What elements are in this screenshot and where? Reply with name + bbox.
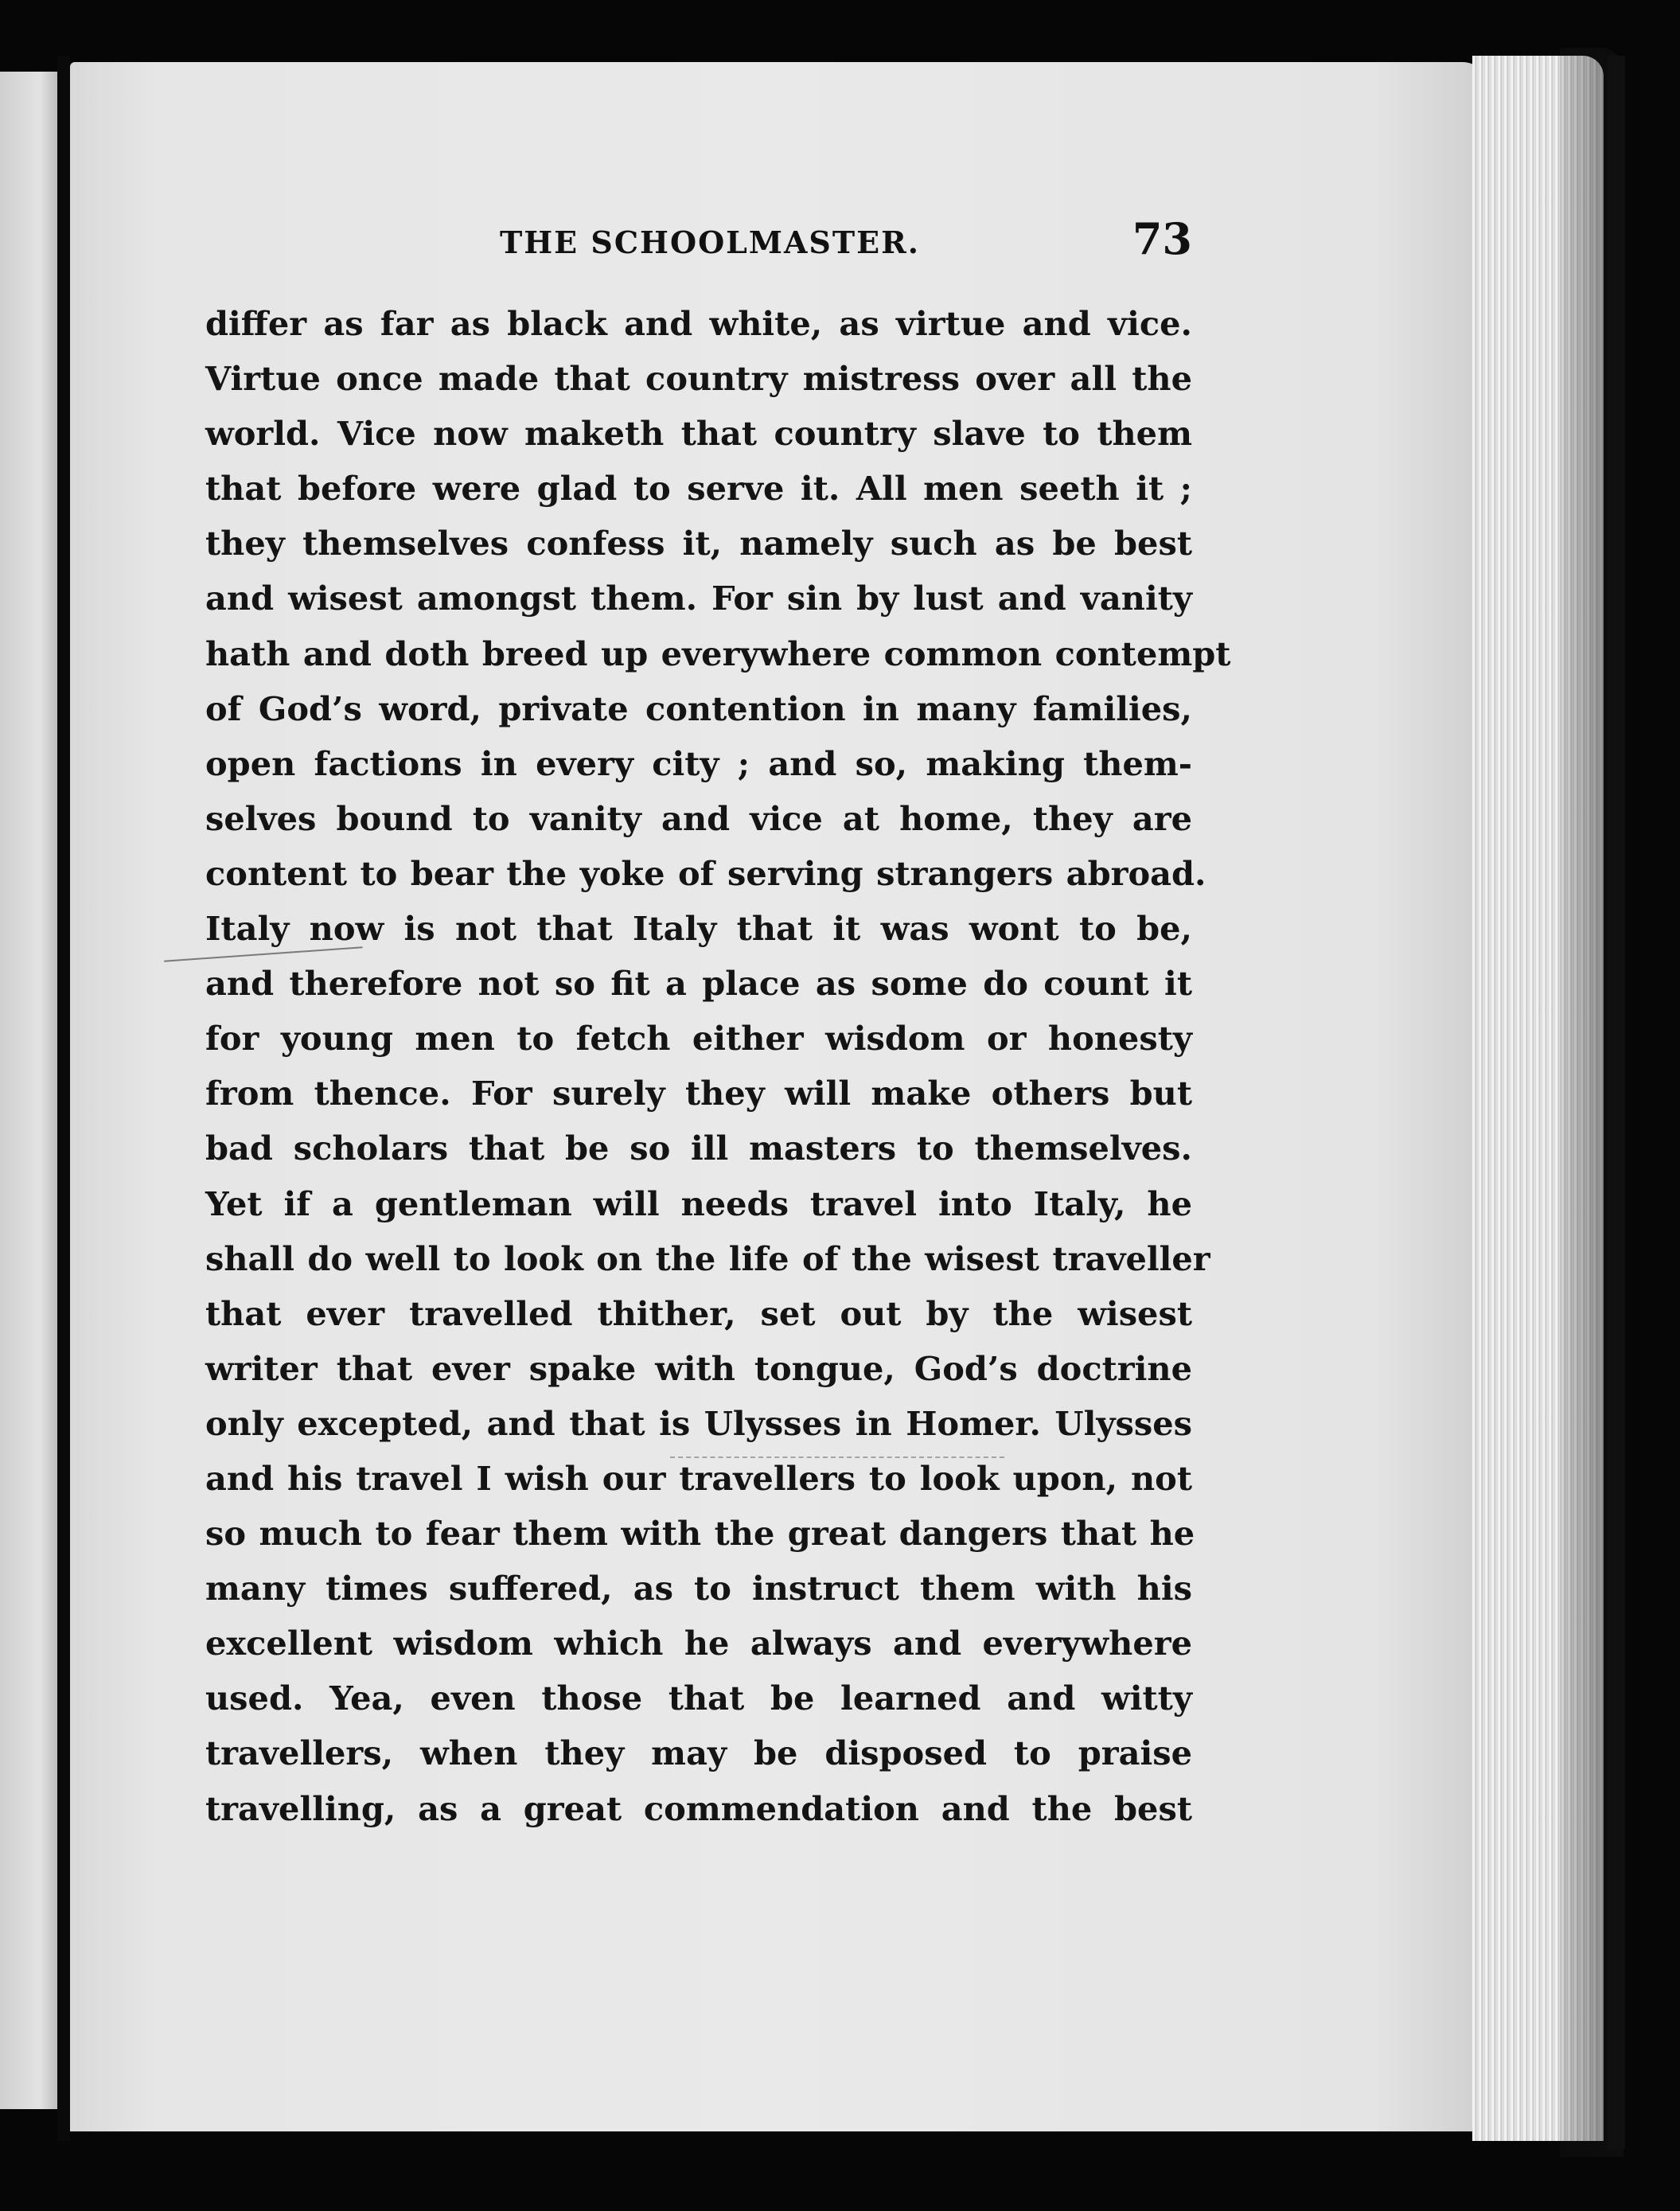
- text-line: bad scholars that be so ill masters to themselves.: [205, 1129, 1192, 1168]
- text-line: hath and doth breed up everywhere common contempt: [205, 634, 1231, 673]
- text-line: from thence. For surely they will make others but: [205, 1074, 1192, 1113]
- text-line: and his travel I wish our travellers to look upon, not: [205, 1458, 1192, 1498]
- pencil-underline: [670, 1456, 1004, 1460]
- text-line: many times suffered, as to instruct them with his: [205, 1569, 1192, 1609]
- text-line: and therefore not so fit a place as some do count it: [205, 964, 1192, 1004]
- text-line: content to bear the yoke of serving strangers abroad.: [205, 853, 1206, 893]
- text-line: of God’s word, private contention in many families,: [205, 688, 1192, 728]
- page-number: 73: [1132, 213, 1192, 264]
- running-head: [205, 213, 1192, 277]
- text-line: Yet if a gentleman will needs travel into Italy, he: [205, 1183, 1192, 1223]
- text-line: shall do well to look on the life of the wisest traveller: [205, 1238, 1210, 1278]
- text-line: used. Yea, even those that be learned and witty: [205, 1679, 1192, 1718]
- text-line: selves bound to vanity and vice at home, they are: [205, 798, 1192, 838]
- text-line: Virtue once made that country mistress over all the: [205, 359, 1192, 399]
- running-title: THE SCHOOLMASTER.: [500, 224, 920, 260]
- text-line: open factions in every city ; and so, making them-: [205, 743, 1192, 783]
- book-gutter: [57, 56, 70, 2141]
- text-line: travelling, as a great commendation and the best: [205, 1788, 1192, 1828]
- text-line: and wisest amongst them. For sin by lust and vanity: [205, 579, 1192, 618]
- text-line: for young men to fetch either wisdom or honesty: [205, 1019, 1192, 1059]
- text-line: they themselves confess it, namely such as be best: [205, 524, 1192, 563]
- text-line: that ever travelled thither, set out by the wisest: [205, 1293, 1192, 1333]
- facing-page-edge: [0, 72, 57, 2109]
- book-cover-rim: [1608, 56, 1625, 2149]
- text-line: world. Vice now maketh that country slave to them: [205, 414, 1192, 454]
- body-text: [205, 296, 1231, 1836]
- text-line: excellent wisdom which he always and everywhere: [205, 1624, 1192, 1663]
- text-line: Italy now is not that Italy that it was wont to be,: [205, 909, 1192, 949]
- text-line: only excepted, and that is Ulysses in Homer. Ulysses: [205, 1403, 1192, 1443]
- text-line: so much to fear them with the great dangers that he: [205, 1514, 1195, 1554]
- text-line: differ as far as black and white, as virtue and vice.: [205, 304, 1192, 343]
- text-line: that before were glad to serve it. All men seeth it ;: [205, 469, 1192, 509]
- text-line: writer that ever spake with tongue, God’s doctrine: [205, 1348, 1192, 1388]
- text-line: travellers, when they may be disposed to praise: [205, 1733, 1192, 1773]
